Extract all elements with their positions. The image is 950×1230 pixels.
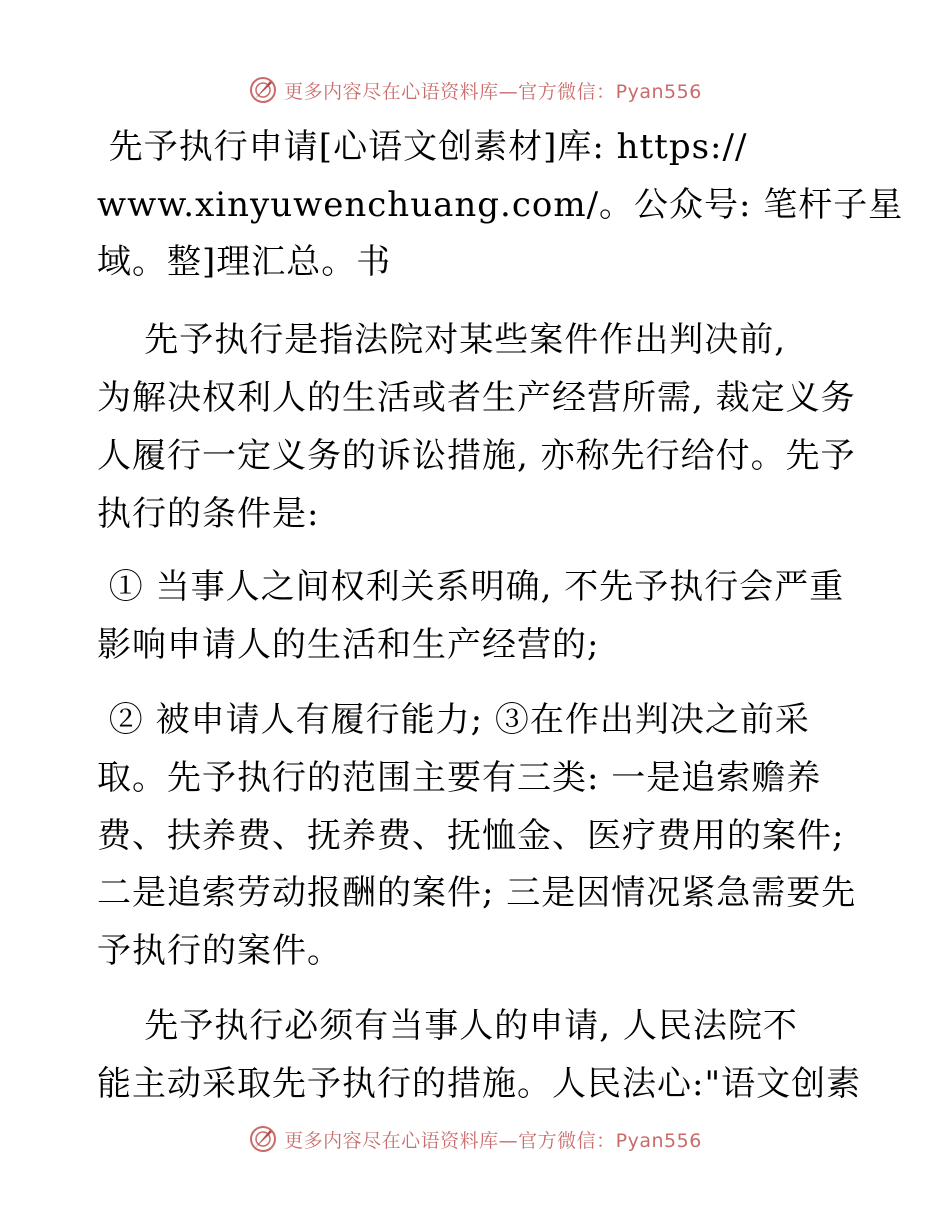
text-line: 先予执行申请[心语文创素材]库: https:// <box>97 127 748 167</box>
footer-watermark-banner <box>0 1119 950 1159</box>
quill-logo-icon <box>248 75 278 105</box>
text-line: 取。先予执行的范围主要有三类: 一是追索赡养 <box>97 758 822 798</box>
text-line: ① 当事人之间权利关系明确, 不先予执行会严重 <box>97 567 845 607</box>
text-line: 执行的条件是: <box>97 494 320 534</box>
watermark-text: 更多内容尽在心语资料库—官方微信：Pyan556 <box>284 1129 702 1152</box>
watermark-text: 更多内容尽在心语资料库—官方微信：Pyan556 <box>284 80 702 103</box>
text-line: 能主动采取先予执行的措施。人民法心:"语文创素 <box>97 1064 862 1104</box>
text-line: ② 被申请人有履行能力; ③在作出判决之前采 <box>97 700 810 740</box>
text-line: 先予执行必须有当事人的申请, 人民法院不 <box>97 1006 798 1046</box>
text-line: 影响申请人的生活和生产经营的; <box>97 625 600 665</box>
text-line: 为解决权利人的生活或者生产经营所需, 裁定义务 <box>97 378 856 418</box>
text-line: 先予执行是指法院对某些案件作出判决前, <box>97 320 787 360</box>
text-line: 二是追索劳动报酬的案件; 三是因情况紧急需要先 <box>97 873 857 913</box>
header-watermark-banner <box>0 70 950 110</box>
text-line: 费、扶养费、抚养费、抚恤金、医疗费用的案件; <box>97 816 845 856</box>
text-line: 人履行一定义务的诉讼措施, 亦称先行给付。先予 <box>97 436 856 476</box>
text-line: www.xinyuwenchuang.com/。公众号: 笔杆子星 <box>97 185 904 225</box>
quill-logo-icon <box>248 1124 278 1154</box>
text-line: 予执行的案件。 <box>97 931 342 971</box>
text-line: 域。整]理汇总。书 <box>97 242 392 282</box>
